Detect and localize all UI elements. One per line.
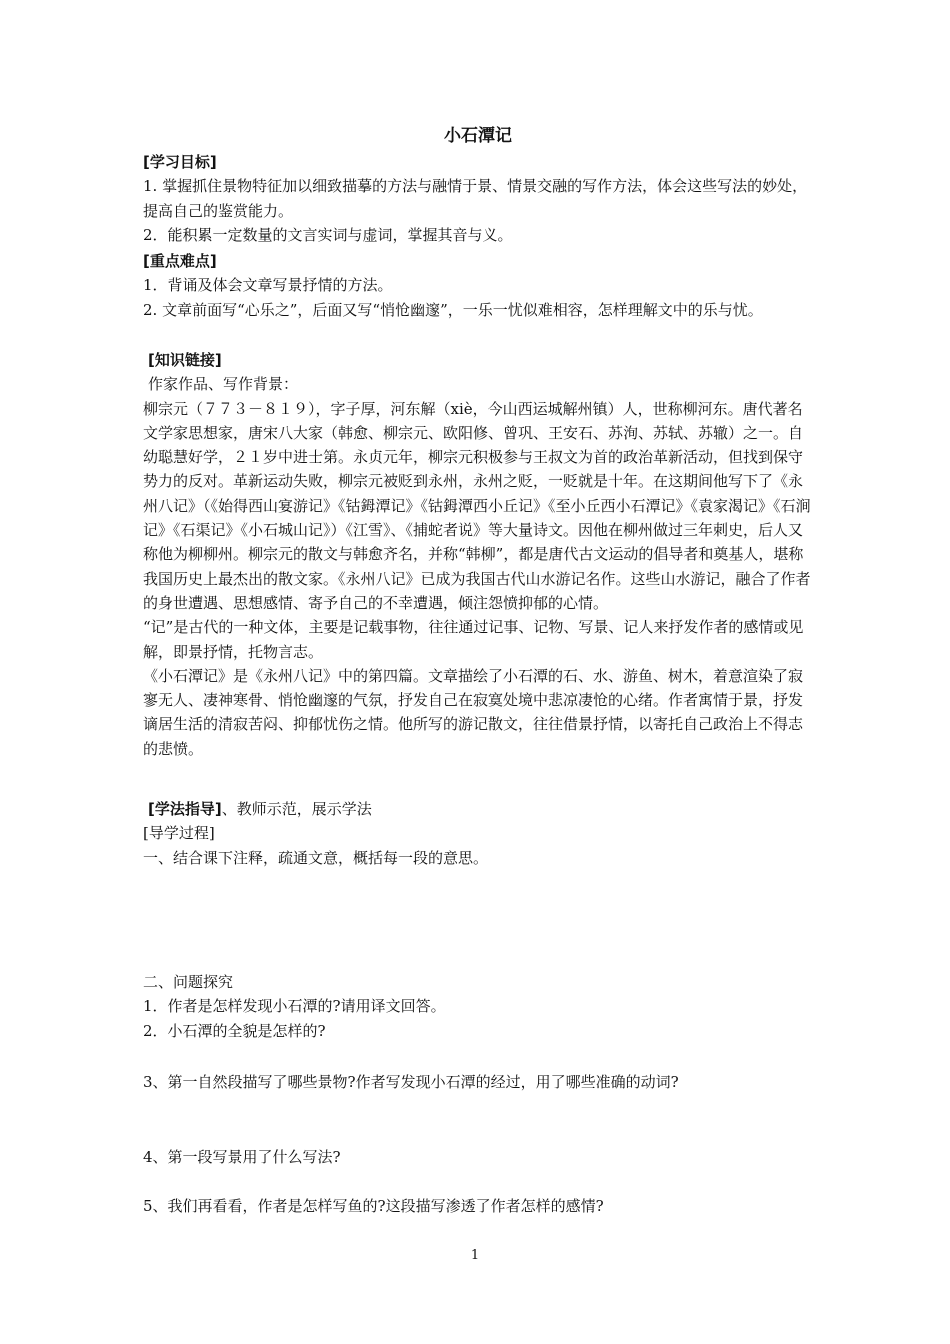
question-item: 3、第一自然段描写了哪些景物?作者写发现小石潭的经过，用了哪些准确的动词? bbox=[143, 1073, 679, 1091]
question-4 bbox=[143, 1145, 813, 1169]
questions-section bbox=[143, 970, 813, 1043]
goal-item: 1. 掌握抓住景物特征加以细致描摹的方法与融情于景、情景交融的写作方法，体会这些写法的妙处，提高自己的鉴赏能力。 bbox=[143, 177, 808, 220]
question-item: 5、我们再看看，作者是怎样写鱼的?这段描写渗透了作者怎样的感情? bbox=[143, 1197, 604, 1215]
step1: 一、结合课下注释，疏通文意，概括每一段的意思。 bbox=[143, 848, 489, 867]
method-text: 、教师示范，展示学法 bbox=[221, 800, 372, 818]
question-3 bbox=[143, 1070, 813, 1094]
key-section bbox=[143, 249, 813, 322]
process-heading: [导学过程] bbox=[143, 824, 215, 843]
method-section bbox=[143, 797, 813, 870]
goals-section bbox=[143, 150, 813, 247]
key-item: 1．背诵及体会文章写景抒情的方法。 bbox=[143, 276, 393, 295]
step2-heading: 二、问题探究 bbox=[143, 973, 234, 991]
method-heading: [学法指导] bbox=[148, 800, 222, 818]
knowledge-intro: 作家作品、写作背景： bbox=[148, 375, 299, 394]
document-title: 小石潭记 bbox=[444, 126, 512, 146]
key-heading: [重点难点] bbox=[143, 252, 217, 270]
knowledge-author: 柳宗元（７７３－８１９），字子厚，河东解（xiè，今山西运城解州镇）人，世称柳河东。唐代著名文学家思想家，唐宋八大家（韩愈、柳宗元、欧阳修、曾巩、王安石、苏洵、苏轼、苏辙）之一。自幼聪慧好学，２１岁中进士第。永贞元年，柳宗元积极参与王叔文为首的政治革新活动，但找到保守势力的反对。革新运动失败，柳宗元被贬到永州，永州之贬，一贬就是十年。在这期间他写下了《永州八记》（《始得西山宴游记》《钴鉧潭记》《钴鉧潭西小丘记》《至小丘西小石潭记》《袁家渴记》《石涧记》《石渠记》《小石城山记》）《江雪》、《捕蛇者说》等大量诗文。因他在柳州做过三年刺史，后人又称他为柳柳州。柳宗元的散文与韩愈齐名，并称“韩柳”，都是唐代古文运动的倡导者和奠基人，堪称我国历史上最杰出的散文家。《永州八记》已成为我国古代山水游记名作。这些山水游记，融合了作者的身世遭遇、思想感情、寄予自己的不幸遭遇，倾注怨愤抑郁的心情。 bbox=[143, 399, 811, 612]
question-5 bbox=[143, 1194, 813, 1218]
page-number: 1 bbox=[470, 1248, 480, 1263]
key-item: 2. 文章前面写“心乐之”，后面又写“悄怆幽邃”，一乐一忧似难相容，怎样理解文中的乐与忧。 bbox=[143, 300, 763, 319]
question-item: 1．作者是怎样发现小石潭的?请用译文回答。 bbox=[143, 997, 446, 1016]
knowledge-article: 《小石潭记》是《永州八记》中的第四篇。文章描绘了小石潭的石、水、游鱼、树木，着意渲染了寂寥无人、凄神寒骨、悄怆幽邃的气氛，抒发自己在寂寞处境中悲凉凄怆的心绪。作者寓情于景，抒发谪居生活的清寂苦闷、抑郁忧伤之情。他所写的游记散文，往往借景抒情，以寄托自己政治上不得志的悲愤。 bbox=[143, 666, 804, 758]
knowledge-heading: [知识链接] bbox=[148, 351, 222, 369]
method-line bbox=[143, 797, 813, 821]
goal-item: 2．能积累一定数量的文言实词与虚词，掌握其音与义。 bbox=[143, 225, 513, 244]
knowledge-ji: “记”是古代的一种文体，主要是记载事物，往往通过记事、记物、写景、记人来抒发作者的感情或见解，即景抒情，托物言志。 bbox=[143, 618, 804, 661]
goals-heading: [学习目标] bbox=[143, 153, 217, 171]
knowledge-section bbox=[143, 348, 813, 761]
question-item: 2．小石潭的全貌是怎样的? bbox=[143, 1021, 326, 1040]
question-item: 4、第一段写景用了什么写法? bbox=[143, 1148, 341, 1166]
